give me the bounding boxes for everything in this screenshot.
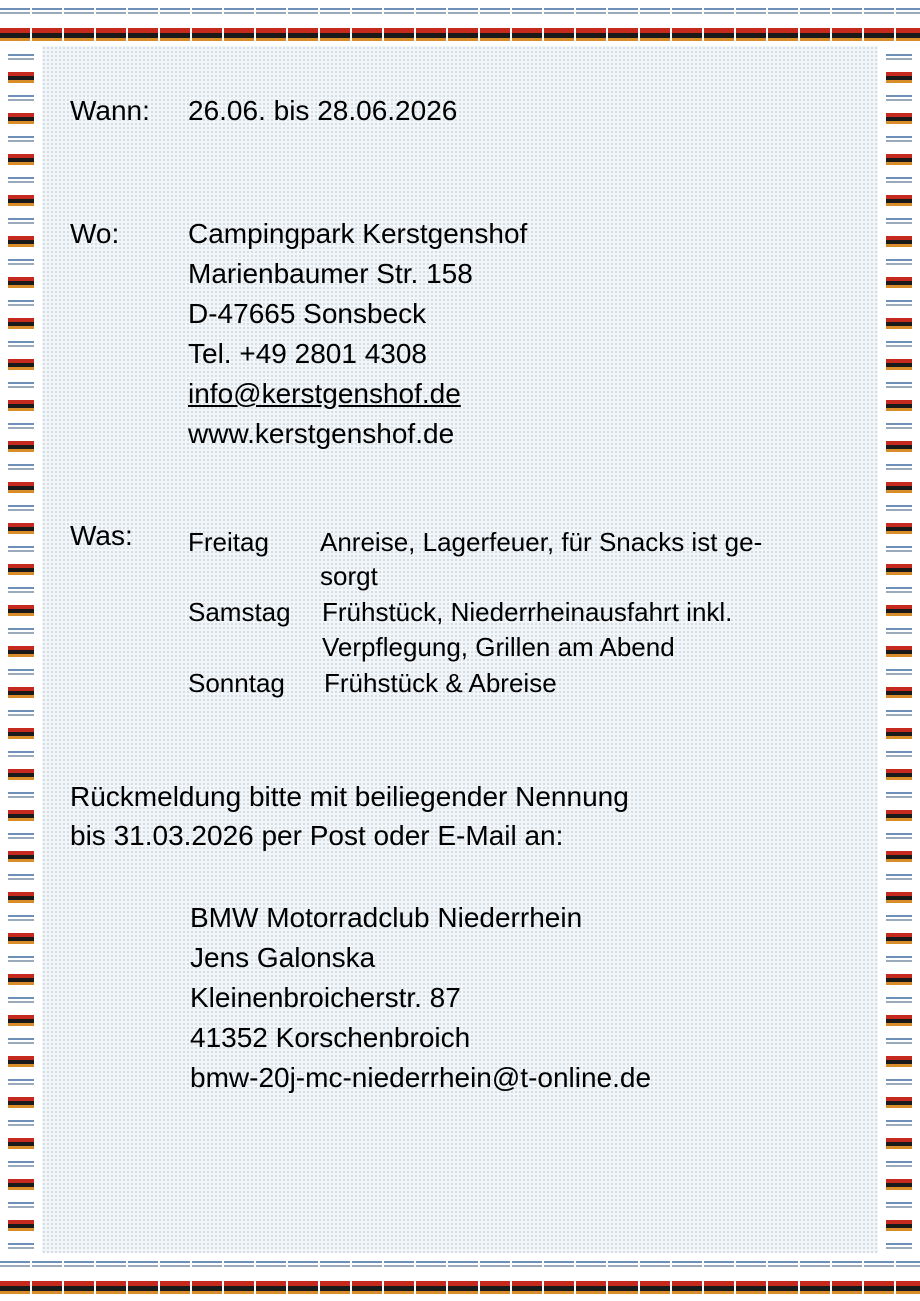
wo-label: Wo: [70,218,120,249]
contact-email: bmw-20j-mc-niederrhein@t-online.de [190,1062,652,1093]
rueckmeldung-line-1: Rückmeldung bitte mit beiliegender Nennung [70,781,629,812]
contact-city: 41352 Korschenbroich [190,1022,471,1053]
venue-email-link[interactable]: info@kerstgenshof.de [188,378,461,409]
rueckmeldung-line-2: bis 31.03.2026 per Post oder E-Mail an: [70,820,564,851]
contact-street: Kleinenbroicherstr. 87 [190,982,461,1013]
schedule-saturday-line-2: Verpflegung, Grillen am Abend [322,632,675,662]
decorative-border-bottom [0,1253,920,1301]
flyer-content [42,46,878,1253]
contact-person: Jens Galonska [190,942,376,973]
schedule-sunday-line-1: Frühstück & Abreise [324,668,557,698]
venue-city: D-47665 Sonsbeck [188,298,427,329]
schedule-day-sunday: Sonntag [188,668,285,698]
schedule-day-saturday: Samstag [188,597,291,627]
was-label: Was: [70,520,133,551]
decorative-border-top [0,0,920,46]
schedule-friday-line-2: sorgt [320,561,378,591]
contact-club: BMW Motorradclub Niederrhein [190,902,583,933]
venue-name: Campingpark Kerstgenshof [188,218,528,249]
wann-label: Wann: [70,95,150,126]
schedule-day-friday: Freitag [188,527,269,557]
decorative-border-left [0,46,42,1253]
venue-street: Marienbaumer Str. 158 [188,258,473,289]
venue-website: www.kerstgenshof.de [188,418,455,449]
schedule-saturday-line-1: Frühstück, Niederrheinausfahrt inkl. [322,597,733,627]
decorative-border-right [878,46,920,1253]
wann-date: 26.06. bis 28.06.2026 [188,95,458,126]
venue-phone: Tel. +49 2801 4308 [188,338,427,369]
schedule-friday-line-1: Anreise, Lagerfeuer, für Snacks ist ge- [320,527,763,557]
